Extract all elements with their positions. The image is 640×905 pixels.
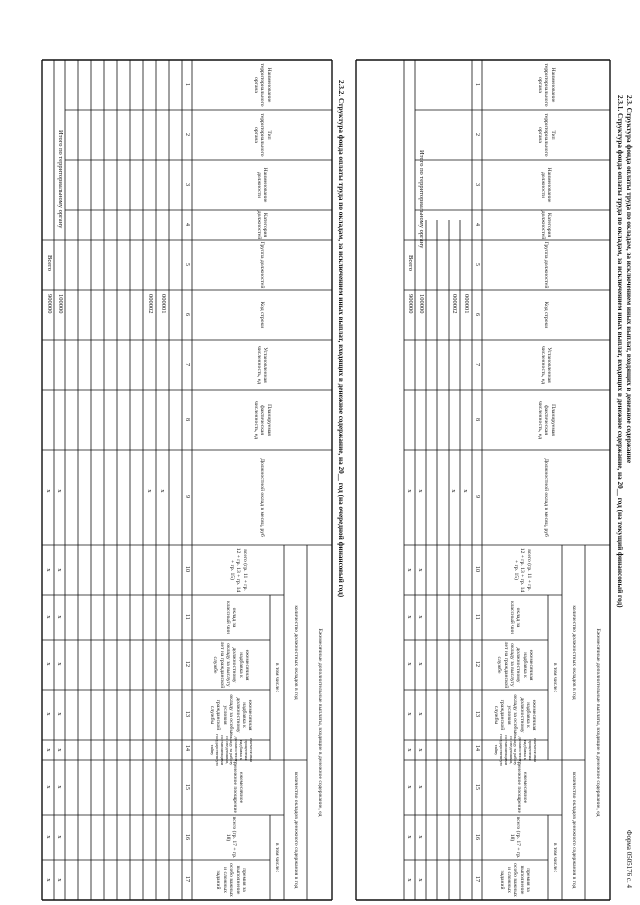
t2-in-number-b: в том числе:: [274, 842, 281, 873]
t2-colnum-17: 17: [184, 876, 190, 882]
t1-total-region: Итого по территориальному органу: [418, 150, 425, 249]
section-title-main: 2.3. Структура фонда оплаты труда по окладам, за исключением иных выплат, входящих в денежное содержание: [625, 95, 633, 464]
t2-x: x: [56, 835, 63, 839]
t1-header-c2: Тип территориального органа: [536, 113, 556, 157]
t2-x: x: [45, 785, 52, 789]
t2-header-c1: Наименование территориального органа: [252, 63, 272, 107]
t1-group-a: количество должностных окладов в год: [570, 605, 577, 700]
t2-colnum-16: 16: [184, 834, 190, 840]
t1-code-3: 100000: [418, 294, 425, 314]
t1-in-number-a: в том числе:: [552, 662, 559, 693]
t2-header-c4: Категория должностей: [256, 210, 269, 240]
t2-colnum-12: 12: [184, 661, 190, 667]
t2-header-c8: Планируемая фактическая численность, ед: [252, 400, 272, 440]
t2-header-c5: Группа должностей: [259, 241, 266, 289]
t1-x: x: [406, 835, 413, 839]
t1-colnum-5: 5: [474, 263, 480, 266]
t1-header-c1: Наименование территориального органа: [536, 63, 556, 107]
t1-x: x: [417, 615, 424, 619]
t1-header-c15: ежемесячное денежное поощрение: [516, 761, 529, 814]
t1-header-c16: всего (гр. 17 + гр. 18): [509, 816, 522, 859]
t2-header-c10: всего (гр. 11 + гр. 12 + гр. 13 + гр. 14 + гр. 15): [228, 547, 248, 593]
form-label: Форма 0505176 с. 4: [625, 830, 633, 889]
t2-header-c14: ежемесячная процентная надбавка к должностному окладу за работу со сведениями, составляющими государственную тайну: [209, 734, 255, 766]
t1-header-c4: Категория должностей: [540, 210, 553, 240]
t1-header-c12: ежемесячная надбавка к должностному окладу за выслугу лет на гражданской службе: [496, 641, 535, 689]
t1-colnum-10: 10: [474, 566, 480, 572]
t1-colnum-14: 14: [474, 745, 480, 751]
t2-group-a: количество должностных окладов в год: [292, 605, 299, 700]
t2-x: x: [45, 835, 52, 839]
t2-x: x: [159, 489, 166, 493]
t2-code-2: 000002: [147, 294, 154, 314]
t2-colnum-8: 8: [184, 418, 190, 421]
t1-code-4: 900000: [407, 294, 414, 314]
t2-group-main: Ежемесячные дополнительные выплаты, входящие в денежное содержание, ед: [316, 628, 323, 817]
t1-x: x: [406, 615, 413, 619]
t2-in-number-a: в том числе:: [274, 662, 281, 693]
t2-x: x: [45, 748, 52, 752]
t1-x: x: [406, 568, 413, 572]
table1-title: 2.3.1. Структура фонда оплаты труда по окладам, за исключением иных выплат, входящих в денежное содержание, на 20__ год (на текущий финансовый год): [616, 95, 624, 608]
t1-header-c10: всего (гр. 11 + гр. 12 + гр. 13 + гр. 14 + гр. 15): [512, 547, 532, 593]
t1-x: x: [417, 785, 424, 789]
t1-x: x: [406, 878, 413, 882]
t1-x: x: [406, 785, 413, 789]
t1-x: x: [406, 748, 413, 752]
t1-colnum-4: 4: [474, 223, 480, 226]
t2-colnum-10: 10: [184, 566, 190, 572]
t1-x: x: [462, 489, 469, 493]
t1-header-c8: Планируемая фактическая численность, ед: [536, 400, 556, 440]
t1-x: x: [406, 489, 413, 493]
t2-header-c7: Установленная численность, ед: [256, 345, 269, 385]
t1-header-c6: Код строки: [543, 301, 550, 329]
t2-colnum-9: 9: [184, 495, 190, 498]
t2-x: x: [45, 615, 52, 619]
t1-colnum-16: 16: [474, 834, 480, 840]
t2-colnum-11: 11: [184, 614, 190, 620]
t1-x: x: [450, 489, 457, 493]
t2-colnum-13: 13: [184, 711, 190, 717]
t1-x: x: [406, 662, 413, 666]
t2-x: x: [56, 878, 63, 882]
t2-colnum-4: 4: [184, 223, 190, 226]
t2-colnum-2: 2: [184, 133, 190, 136]
t1-x: x: [417, 662, 424, 666]
t2-header-c16: всего (гр. 17 + гр. 18): [225, 816, 238, 859]
t1-colnum-17: 17: [474, 876, 480, 882]
t2-header-c2: Тип территориального органа: [252, 113, 272, 157]
t1-x: x: [417, 489, 424, 493]
t1-header-c5: Группа должностей: [543, 241, 550, 289]
t2-code-1: 000001: [160, 294, 167, 314]
t1-colnum-3: 3: [474, 183, 480, 186]
t1-code-2: 000002: [451, 294, 458, 314]
t2-x: x: [56, 489, 63, 493]
t2-x: x: [45, 489, 52, 493]
t2-x: x: [56, 712, 63, 716]
t1-header-c9: Должностной оклад в месяц, руб: [543, 458, 550, 537]
t2-x: x: [45, 568, 52, 572]
t1-group-main: Ежемесячные дополнительные выплаты, входящие в денежное содержание, ед: [594, 628, 601, 817]
table2-title: 2.3.2. Структура фонда оплаты труда по окладам, за исключением иных выплат, входящих в денежное содержание, на 20__ год (на очередной финансовый год): [337, 80, 345, 598]
t2-header-c12: ежемесячная надбавка к должностному окладу за выслугу лет на гражданской службе: [212, 641, 251, 689]
t2-colnum-5: 5: [184, 263, 190, 266]
t1-colnum-2: 2: [474, 133, 480, 136]
t1-in-number-b: в том числе:: [552, 842, 559, 873]
t1-x: x: [417, 568, 424, 572]
t1-header-c7: Установленная численность, ед: [540, 345, 553, 385]
t2-code-4: 900000: [46, 294, 53, 314]
t1-colnum-8: 8: [474, 418, 480, 421]
t1-x: x: [417, 712, 424, 716]
t2-header-c15: ежемесячное денежное поощрение: [232, 761, 245, 814]
t1-colnum-15: 15: [474, 784, 480, 790]
t1-colnum-13: 13: [474, 711, 480, 717]
t2-x: x: [56, 748, 63, 752]
t2-total: Всего: [46, 255, 53, 271]
t1-total: Всего: [407, 255, 414, 271]
t1-header-c3: Наименование должности: [540, 167, 553, 203]
t1-colnum-1: 1: [474, 83, 480, 86]
t2-x: x: [56, 785, 63, 789]
t2-header-c17: премия за выполнение особо важных и сложных заданий: [215, 863, 248, 897]
t1-header-c17: премия за выполнение особо важных и сложных заданий: [499, 863, 532, 897]
t1-header-c11: оклад за классный чин: [509, 601, 522, 634]
t2-x: x: [45, 712, 52, 716]
t1-x: x: [417, 878, 424, 882]
t1-x: x: [417, 748, 424, 752]
t1-colnum-12: 12: [474, 661, 480, 667]
t2-colnum-7: 7: [184, 363, 190, 366]
t1-header-c14: ежемесячная процентная надбавка к должностному окладу за работу со сведениями, составляющими государственную тайну: [493, 734, 539, 766]
t1-code-1: 000001: [463, 294, 470, 314]
t2-header-c11: оклад за классный чин: [225, 601, 238, 634]
t2-header-c9: Должностной оклад в месяц, руб: [259, 458, 266, 537]
t1-x: x: [406, 712, 413, 716]
t2-header-c3: Наименование должности: [256, 167, 269, 203]
t2-x: x: [56, 662, 63, 666]
t2-x: x: [56, 615, 63, 619]
t1-colnum-11: 11: [474, 614, 480, 620]
t2-header-c13: ежемесячная надбавка к должностному окладу за особые условия гражданской службы: [208, 694, 254, 736]
t2-header-c6: Код строки: [259, 301, 266, 329]
t1-colnum-9: 9: [474, 495, 480, 498]
t1-x: x: [417, 835, 424, 839]
t1-colnum-6: 6: [474, 313, 480, 316]
t1-header-c13: ежемесячная надбавка к должностному окладу за особые условия гражданской службы: [492, 694, 538, 736]
t2-colnum-14: 14: [184, 745, 190, 751]
t1-colnum-7: 7: [474, 363, 480, 366]
t1-group-b: количество окладов денежного содержания в год: [570, 771, 577, 889]
t2-colnum-1: 1: [184, 83, 190, 86]
t2-x: x: [45, 662, 52, 666]
t2-colnum-3: 3: [184, 183, 190, 186]
t2-colnum-6: 6: [184, 313, 190, 316]
t2-total-region: Итого по территориальному органу: [57, 130, 64, 229]
t2-code-3: 100000: [57, 294, 64, 314]
t2-x: x: [146, 489, 153, 493]
t2-colnum-15: 15: [184, 784, 190, 790]
t2-x: x: [56, 568, 63, 572]
t2-group-b: количество окладов денежного содержания в год: [292, 771, 299, 889]
t2-x: x: [45, 878, 52, 882]
